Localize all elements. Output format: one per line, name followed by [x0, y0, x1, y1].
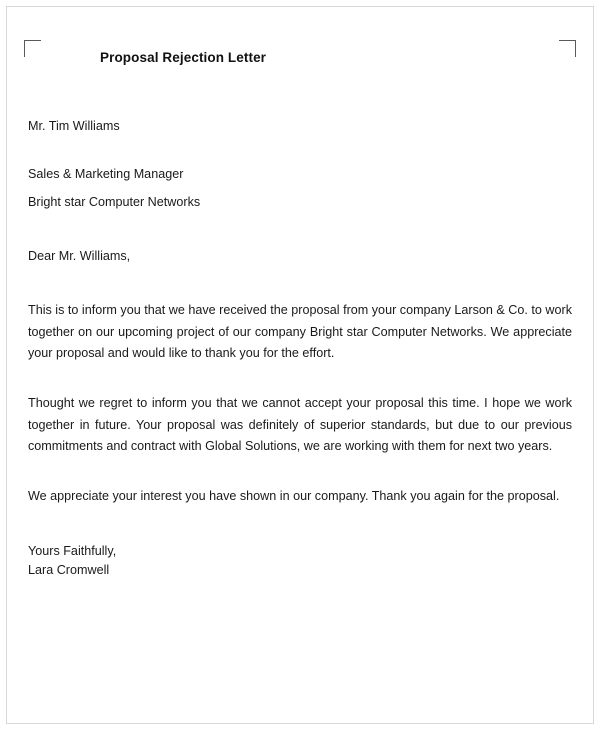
- paragraph-3: We appreciate your interest you have shown in our company. Thank you again for the proposal.: [28, 489, 560, 503]
- salutation: Dear Mr. Williams,: [28, 248, 131, 263]
- recipient-name: Mr. Tim Williams: [28, 119, 120, 133]
- sender-name: Lara Cromwell: [28, 563, 110, 578]
- page-title: Proposal Rejection Letter: [100, 50, 267, 65]
- paragraph-1: This is to inform you that we have received the proposal from your company Larson & Co. to work together on our upcoming project of our company Bright star Computer Networks. We appreciate your proposal and would like to thank you for the effort.: [28, 303, 572, 361]
- letter-body: [28, 89, 572, 581]
- recipient-company: Bright star Computer Networks: [28, 195, 201, 210]
- paragraph-2: Thought we regret to inform you that we cannot accept your proposal this time. I hope we work together in future. Your proposal was definitely of superior standards, but due to our previous commitments and contract with Global Solutions, we are working with them for next two years.: [28, 396, 572, 454]
- closing: Yours Faithfully,: [28, 543, 117, 558]
- recipient-job-title: Sales & Marketing Manager: [28, 166, 184, 181]
- document-content: [28, 44, 572, 581]
